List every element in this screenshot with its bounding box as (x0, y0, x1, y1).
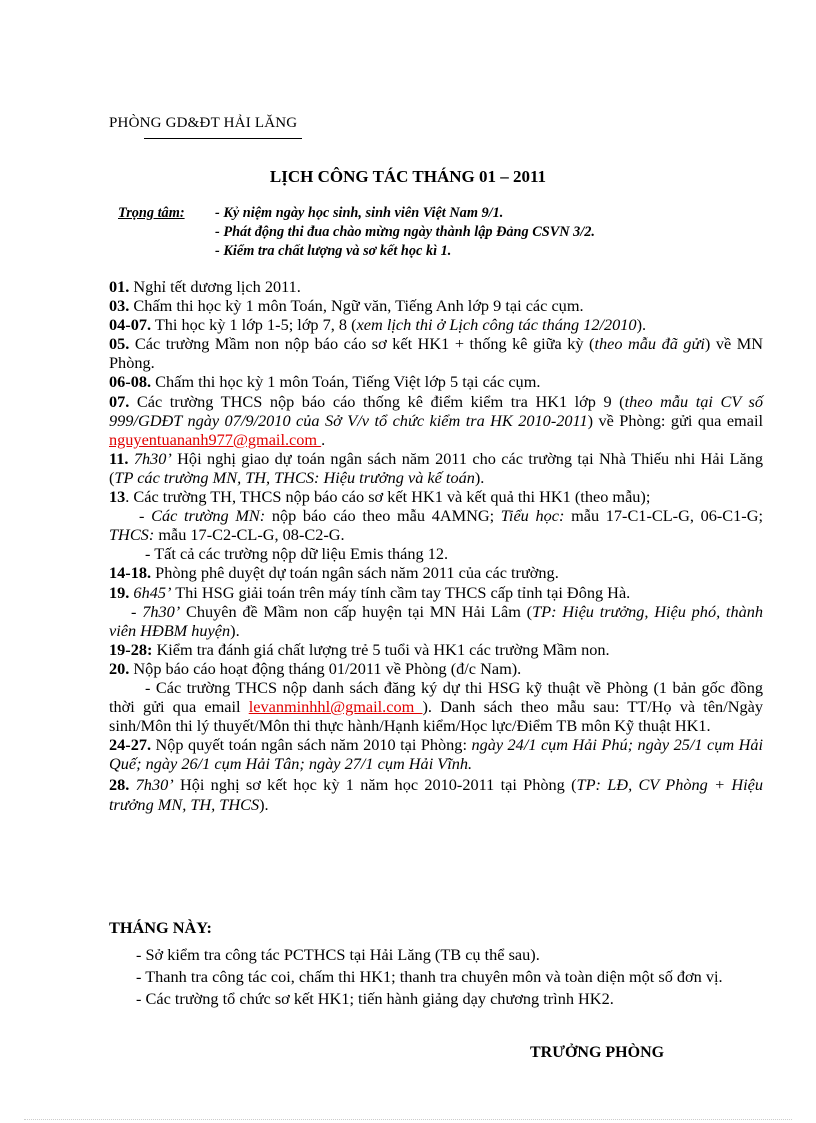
issuing-office: PHÒNG GD&ĐT HẢI LĂNG (109, 115, 298, 131)
schedule-subentry: - Các trường MN: nộp báo cáo theo mẫu 4AMNG; Tiểu học: mẫu 17-C1-CL-G, 06-C1-G; THCS: mẫu 17-C2-CL-G, 08-C2-G. (109, 506, 763, 545)
schedule-subentry: - Các trường THCS nộp danh sách đăng ký dự thi HSG kỹ thuật về Phòng (1 bản gốc đồng thời gửi qua email levanminhhl@gmail.com ). Danh sách theo mẫu sau: TT/Họ và tên/Ngày sinh/Môn thi lý thuyết/Môn thi thực hành/Hạnh kiểm/Học lực/Điểm TB môn Kỹ thuật HK1. (109, 677, 763, 736)
this-month-item: - Sở kiểm tra công tác PCTHCS tại Hải Lăng (TB cụ thể sau). (136, 945, 540, 964)
schedule-entry: 05. Các trường Mầm non nộp báo cáo sơ kết HK1 + thống kê giữa kỳ (theo mẫu đã gửi) về MN Phòng. (109, 334, 763, 373)
this-month-item: - Các trường tổ chức sơ kết HK1; tiến hành giảng dạy chương trình HK2. (136, 989, 614, 1008)
schedule-entry: 20. Nộp báo cáo hoạt động tháng 01/2011 về Phòng (đ/c Nam). (109, 658, 522, 678)
schedule-entry: 04-07. Thi học kỳ 1 lớp 1-5; lớp 7, 8 (xem lịch thi ở Lịch công tác tháng 12/2010). (109, 315, 647, 335)
document-title: LỊCH CÔNG TÁC THÁNG 01 – 2011 (269, 167, 547, 186)
email-link[interactable]: levanminhhl@gmail.com (248, 697, 423, 717)
schedule-subentry: - Tất cả các trường nộp dữ liệu Emis tháng 12. (145, 544, 449, 564)
focus-item: - Phát động thi đua chào mừng ngày thành lập Đảng CSVN 3/2. (215, 224, 595, 240)
schedule-entry: 01. Nghỉ tết dương lịch 2011. (109, 277, 301, 296)
schedule-entry: 06-08. Chấm thi học kỳ 1 môn Toán, Tiếng Việt lớp 5 tại các cụm. (109, 372, 541, 392)
focus-label: Trọng tâm: (118, 205, 185, 221)
signature-title: TRƯỞNG PHÒNG (530, 1044, 665, 1061)
email-link[interactable]: nguyentuananh977@gmail.com (109, 429, 322, 449)
schedule-entry: 24-27. Nộp quyết toán ngân sách năm 2010 tại Phòng: ngày 24/1 cụm Hải Phú; ngày 25/1 cụm Hải Quế; ngày 26/1 cụm Hải Tân; ngày 27/1 cụm Hải Vĩnh. (109, 735, 763, 774)
schedule-body (109, 277, 763, 814)
schedule-entry: 28. 7h30’ Hội nghị sơ kết học kỳ 1 năm học 2010-2011 tại Phòng (TP: LĐ, CV Phòng + Hiệu trưởng MN, TH, THCS). (109, 775, 764, 814)
schedule-entry: 11. 7h30’ Hội nghị giao dự toán ngân sách năm 2011 cho các trường tại Nhà Thiếu nhi Hải Lăng (TP các trường MN, TH, THCS: Hiệu trưởng và kế toán). (109, 448, 764, 487)
page-bottom-border (24, 1119, 792, 1120)
schedule-entry: 19-28: Kiểm tra đánh giá chất lượng trẻ 5 tuổi và HK1 các trường Mầm non. (109, 639, 610, 659)
schedule-subentry: - 7h30’ Chuyên đề Mầm non cấp huyện tại MN Hải Lâm (TP: Hiệu trưởng, Hiệu phó, thành viên HĐBM huyện). (109, 601, 764, 640)
focus-item: - Kỷ niệm ngày học sinh, sinh viên Việt Nam 9/1. (215, 205, 504, 221)
schedule-entry: 14-18. Phòng phê duyệt dự toán ngân sách năm 2011 của các trường. (109, 563, 559, 583)
schedule-entry: 03. Chấm thi học kỳ 1 môn Toán, Ngữ văn, Tiếng Anh lớp 9 tại các cụm. (109, 296, 584, 316)
office-underline (144, 138, 302, 139)
this-month-heading: THÁNG NÀY: (109, 918, 212, 937)
schedule-entry: 13. Các trường TH, THCS nộp báo cáo sơ kết HK1 và kết quả thi HK1 (theo mẫu); (109, 487, 651, 507)
focus-item: - Kiểm tra chất lượng và sơ kết học kì 1. (215, 243, 452, 259)
schedule-entry: 07. Các trường THCS nộp báo cáo thống kê điểm kiểm tra HK1 lớp 9 (theo mẫu tại CV số 999/GDĐT ngày 07/9/2010 của Sở V/v tổ chức kiểm tra HK 2010-2011) về Phòng: gửi qua email nguyentuananh977@gmail.com . (109, 391, 763, 449)
this-month-list (109, 944, 763, 1010)
this-month-item: - Thanh tra công tác coi, chấm thi HK1; thanh tra chuyên môn và toàn diện một số đơn vị. (136, 967, 723, 986)
schedule-entry: 19. 6h45’ Thi HSG giải toán trên máy tính cầm tay THCS cấp tỉnh tại Đông Hà. (109, 582, 631, 602)
